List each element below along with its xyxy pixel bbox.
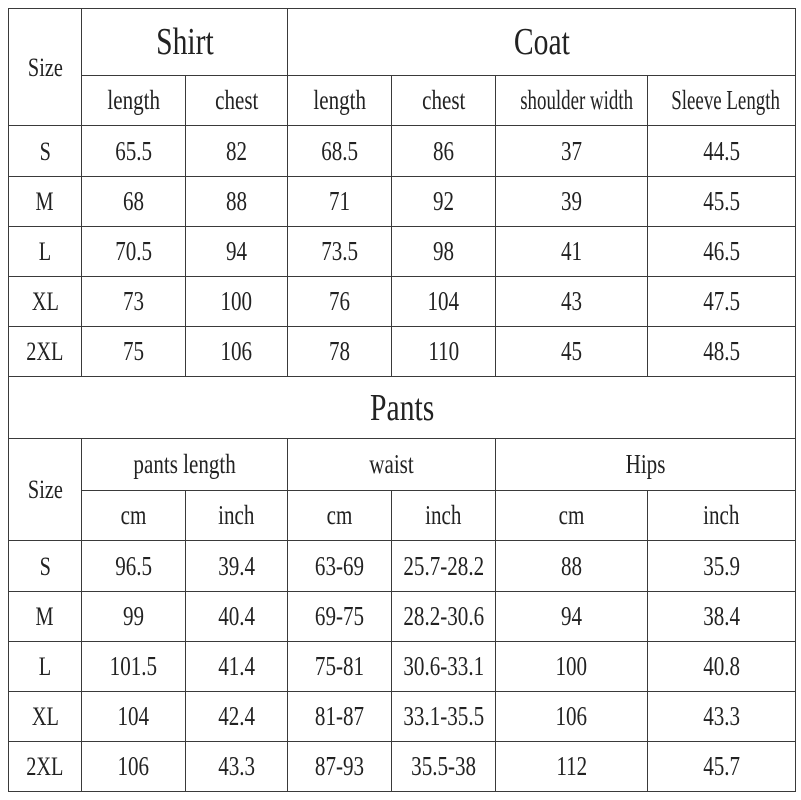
value-cell: 99 (82, 592, 186, 642)
value-cell: 30.6-33.1 (392, 642, 496, 692)
value-cell: 65.5 (82, 126, 186, 177)
value-cell: 87-93 (288, 742, 392, 792)
pants-title-row (9, 377, 796, 439)
value-cell: 82 (186, 126, 288, 177)
value-cell: 33.1-35.5 (392, 692, 496, 742)
value-cell: 69-75 (288, 592, 392, 642)
value-cell: 45.5 (648, 177, 796, 227)
size-cell: M (9, 177, 82, 227)
subheader-cell: chest (392, 76, 496, 126)
value-cell: 43.3 (648, 692, 796, 742)
pants-title-cell: Pants (9, 377, 796, 439)
value-cell: 44.5 (648, 126, 796, 177)
value-cell: 68 (82, 177, 186, 227)
size-cell: 2XL (9, 742, 82, 792)
size-cell: S (9, 126, 82, 177)
value-cell: 76 (288, 277, 392, 327)
value-cell: 25.7-28.2 (392, 541, 496, 592)
value-cell: 41 (496, 227, 648, 277)
value-cell: 112 (496, 742, 648, 792)
size-cell: XL (9, 692, 82, 742)
value-cell: 70.5 (82, 227, 186, 277)
table-row (9, 742, 796, 792)
value-cell: 35.9 (648, 541, 796, 592)
table-row (9, 541, 796, 592)
value-cell: 106 (496, 692, 648, 742)
value-cell: 100 (496, 642, 648, 692)
value-cell: 100 (186, 277, 288, 327)
size-cell: L (9, 227, 82, 277)
shirt-header-cell: Shirt (82, 9, 288, 76)
value-cell: 92 (392, 177, 496, 227)
subheader-cell: cm (288, 491, 392, 541)
top-header-row (9, 9, 796, 76)
value-cell: 88 (496, 541, 648, 592)
value-cell: 41.4 (186, 642, 288, 692)
value-cell: 71 (288, 177, 392, 227)
value-cell: 48.5 (648, 327, 796, 377)
group-header-cell: waist (288, 439, 496, 491)
value-cell: 106 (82, 742, 186, 792)
value-cell: 78 (288, 327, 392, 377)
value-cell: 96.5 (82, 541, 186, 592)
group-header-cell: Hips (496, 439, 796, 491)
subheader-cell: chest (186, 76, 288, 126)
value-cell: 73.5 (288, 227, 392, 277)
bottom-header-row (9, 439, 796, 491)
value-cell: 106 (186, 327, 288, 377)
value-cell: 94 (186, 227, 288, 277)
value-cell: 88 (186, 177, 288, 227)
size-chart (8, 8, 795, 794)
bottom-subheader-row (9, 491, 796, 541)
size-cell: L (9, 642, 82, 692)
table-row (9, 177, 796, 227)
subheader-cell: cm (82, 491, 186, 541)
size-header-cell: Size (9, 439, 82, 541)
value-cell: 42.4 (186, 692, 288, 742)
size-cell: S (9, 541, 82, 592)
value-cell: 81-87 (288, 692, 392, 742)
table-row (9, 126, 796, 177)
subheader-cell: inch (648, 491, 796, 541)
table-row (9, 592, 796, 642)
value-cell: 35.5-38 (392, 742, 496, 792)
table-row (9, 227, 796, 277)
subheader-cell: shoulder width (496, 76, 648, 126)
subheader-cell: inch (186, 491, 288, 541)
value-cell: 110 (392, 327, 496, 377)
value-cell: 94 (496, 592, 648, 642)
value-cell: 73 (82, 277, 186, 327)
subheader-cell: length (288, 76, 392, 126)
group-header-cell: pants length (82, 439, 288, 491)
value-cell: 63-69 (288, 541, 392, 592)
value-cell: 40.4 (186, 592, 288, 642)
table-row (9, 277, 796, 327)
size-cell: XL (9, 277, 82, 327)
table-row (9, 327, 796, 377)
value-cell: 75-81 (288, 642, 392, 692)
size-cell: 2XL (9, 327, 82, 377)
value-cell: 104 (82, 692, 186, 742)
value-cell: 43 (496, 277, 648, 327)
value-cell: 47.5 (648, 277, 796, 327)
value-cell: 86 (392, 126, 496, 177)
value-cell: 104 (392, 277, 496, 327)
value-cell: 45 (496, 327, 648, 377)
value-cell: 68.5 (288, 126, 392, 177)
value-cell: 40.8 (648, 642, 796, 692)
value-cell: 45.7 (648, 742, 796, 792)
coat-header-cell: Coat (288, 9, 796, 76)
size-chart-table (8, 8, 796, 792)
value-cell: 28.2-30.6 (392, 592, 496, 642)
value-cell: 101.5 (82, 642, 186, 692)
value-cell: 37 (496, 126, 648, 177)
value-cell: 38.4 (648, 592, 796, 642)
value-cell: 39.4 (186, 541, 288, 592)
subheader-cell: inch (392, 491, 496, 541)
value-cell: 46.5 (648, 227, 796, 277)
table-row (9, 692, 796, 742)
table-row (9, 642, 796, 692)
size-header-cell: Size (9, 9, 82, 126)
subheader-cell: Sleeve Length (648, 76, 796, 126)
subheader-cell: cm (496, 491, 648, 541)
subheader-cell: length (82, 76, 186, 126)
value-cell: 39 (496, 177, 648, 227)
value-cell: 43.3 (186, 742, 288, 792)
value-cell: 75 (82, 327, 186, 377)
top-subheader-row (9, 76, 796, 126)
size-cell: M (9, 592, 82, 642)
value-cell: 98 (392, 227, 496, 277)
